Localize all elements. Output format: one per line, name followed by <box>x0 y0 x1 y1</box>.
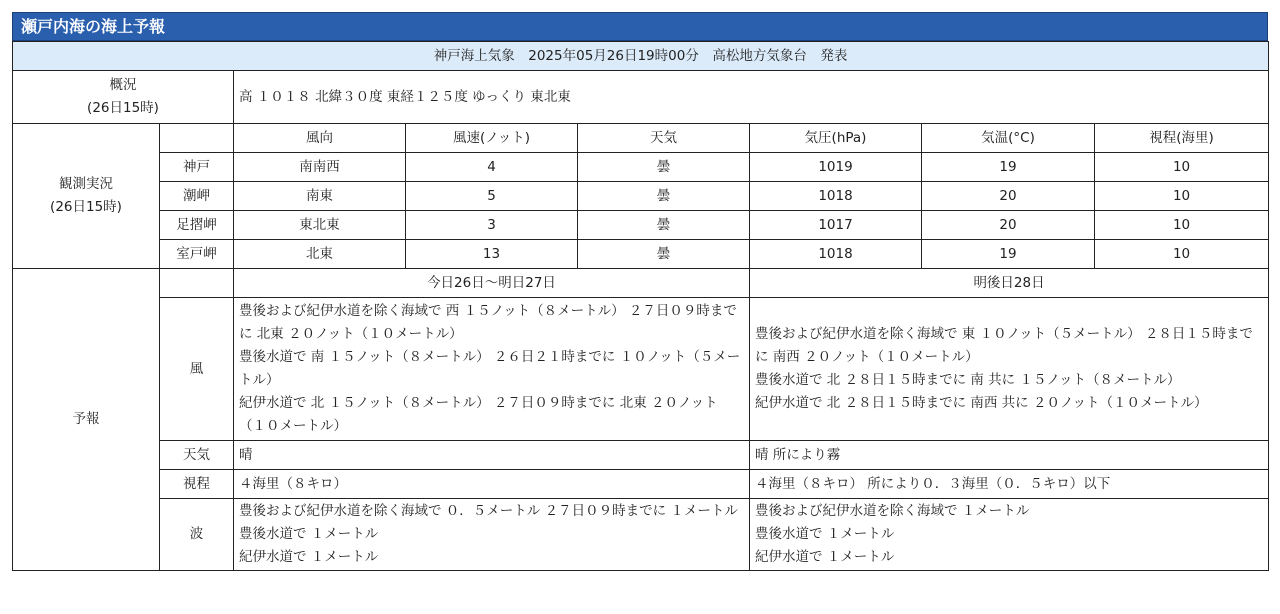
observation-time: (26日15時) <box>50 199 122 215</box>
wave-p1-line: 紀伊水道で １メートル <box>239 549 379 565</box>
wind-dir: 東北東 <box>234 211 406 240</box>
weather-label: 天気 <box>160 441 234 470</box>
weather: 曇 <box>578 182 750 211</box>
temp: 20 <box>922 182 1095 211</box>
wave-p2-line: 豊後水道で １メートル <box>755 526 895 542</box>
wave-p1-line: 豊後および紀伊水道を除く海域で ０．５メートル ２７日０９時までに １メートル <box>239 503 738 519</box>
observation-header-blank <box>160 124 234 153</box>
pressure: 1018 <box>750 240 922 269</box>
wind-label: 風 <box>160 298 234 441</box>
observation-label-text: 観測実況 <box>59 176 113 192</box>
station-name: 神戸 <box>160 153 234 182</box>
visibility-label: 視程 <box>160 470 234 499</box>
header-visibility: 視程(海里) <box>1095 124 1269 153</box>
station-name: 足摺岬 <box>160 211 234 240</box>
overview-label <box>13 71 234 124</box>
visibility-forecast-period2: ４海里（８キロ） 所により０．３海里（０．５キロ）以下 <box>750 470 1269 499</box>
visibility: 10 <box>1095 153 1269 182</box>
wind-speed: 13 <box>406 240 578 269</box>
wind-p2-line: 豊後および紀伊水道を除く海域で 東 １０ノット（５メートル） ２８日１５時までに 南西 ２０ノット（１０メートル） <box>755 326 1253 365</box>
weather: 曇 <box>578 240 750 269</box>
visibility-forecast-period1: ４海里（８キロ） <box>234 470 750 499</box>
header-temp: 気温(°C) <box>922 124 1095 153</box>
forecast-table <box>12 41 1269 571</box>
table-row <box>13 182 1269 211</box>
table-row <box>13 153 1269 182</box>
wind-p2-line: 豊後水道で 北 ２８日１５時までに 南 共に １５ノット（８メートル） <box>755 372 1181 388</box>
wind-dir: 南南西 <box>234 153 406 182</box>
weather-forecast-period2: 晴 所により霧 <box>750 441 1269 470</box>
wind-speed: 4 <box>406 153 578 182</box>
pressure: 1018 <box>750 182 922 211</box>
observation-label <box>13 124 160 269</box>
station-name: 室戸岬 <box>160 240 234 269</box>
table-row <box>13 240 1269 269</box>
wind-speed: 5 <box>406 182 578 211</box>
weather-forecast-period1: 晴 <box>234 441 750 470</box>
wind-p1-line: 豊後および紀伊水道を除く海域で 西 １５ノット（８メートル） ２７日０９時までに 北東 ２０ノット（１０メートル） <box>239 303 737 342</box>
header-wind-dir: 風向 <box>234 124 406 153</box>
overview-label-text: 概況 <box>109 77 137 93</box>
pressure: 1019 <box>750 153 922 182</box>
visibility: 10 <box>1095 182 1269 211</box>
header-wind-speed: 風速(ノット) <box>406 124 578 153</box>
wave-p1-line: 豊後水道で １メートル <box>239 526 379 542</box>
wave-forecast-period2 <box>750 499 1269 571</box>
header-pressure: 気圧(hPa) <box>750 124 922 153</box>
overview-time: (26日15時) <box>87 100 159 116</box>
issued-line: 神戸海上気象 2025年05月26日19時00分 高松地方気象台 発表 <box>13 42 1269 71</box>
overview-text: 高 １０１８ 北緯３０度 東経１２５度 ゆっくり 東北東 <box>234 71 1269 124</box>
period1-header: 今日26日～明日27日 <box>234 269 750 298</box>
visibility: 10 <box>1095 211 1269 240</box>
weather: 曇 <box>578 211 750 240</box>
pressure: 1017 <box>750 211 922 240</box>
station-name: 潮岬 <box>160 182 234 211</box>
wind-p2-line: 紀伊水道で 北 ２８日１５時までに 南西 共に ２０ノット（１０メートル） <box>755 395 1208 411</box>
period2-header: 明後日28日 <box>750 269 1269 298</box>
forecast-header-blank <box>160 269 234 298</box>
panel-title: 瀬戸内海の海上予報 <box>12 12 1268 41</box>
wind-p1-line: 紀伊水道で 北 １５ノット（８メートル） ２７日０９時までに 北東 ２０ノット（１０メートル） <box>239 395 718 434</box>
wind-speed: 3 <box>406 211 578 240</box>
wave-forecast-period1 <box>234 499 750 571</box>
wind-forecast-period2 <box>750 298 1269 441</box>
wind-forecast-period1 <box>234 298 750 441</box>
visibility: 10 <box>1095 240 1269 269</box>
temp: 19 <box>922 240 1095 269</box>
temp: 20 <box>922 211 1095 240</box>
wave-p2-line: 紀伊水道で １メートル <box>755 549 895 565</box>
wind-dir: 北東 <box>234 240 406 269</box>
wind-dir: 南東 <box>234 182 406 211</box>
wave-p2-line: 豊後および紀伊水道を除く海域で １メートル <box>755 503 1030 519</box>
wind-p1-line: 豊後水道で 南 １５ノット（８メートル） ２６日２１時までに １０ノット（５メートル） <box>239 349 741 388</box>
table-row <box>13 211 1269 240</box>
header-weather: 天気 <box>578 124 750 153</box>
wave-label: 波 <box>160 499 234 571</box>
forecast-panel <box>12 12 1268 571</box>
forecast-label: 予報 <box>13 269 160 571</box>
temp: 19 <box>922 153 1095 182</box>
weather: 曇 <box>578 153 750 182</box>
